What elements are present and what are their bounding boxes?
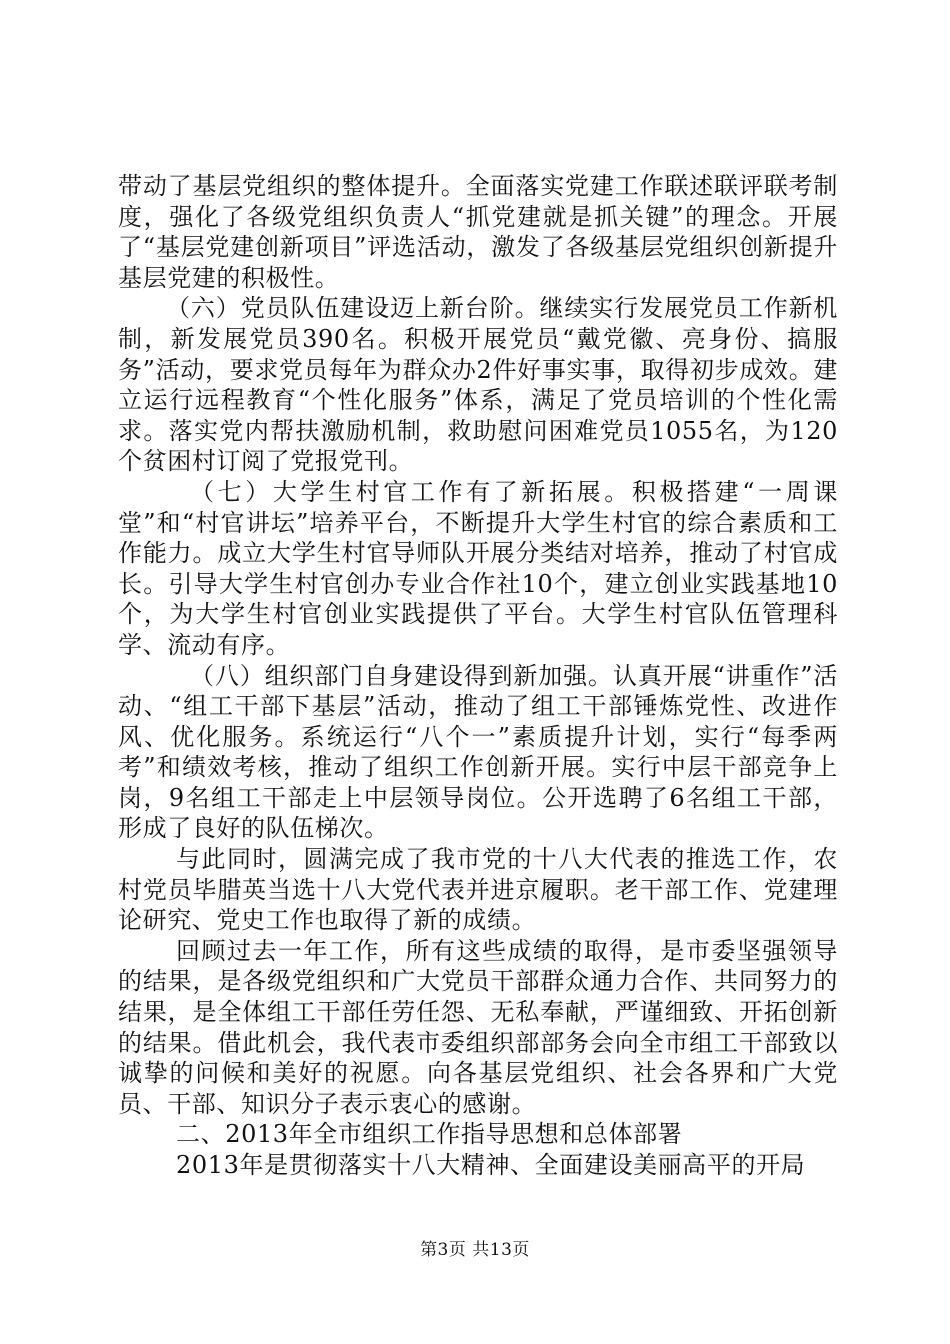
paragraph-section-6: （六）党员队伍建设迈上新台阶。继续实行发展党员工作新机制，新发展党员390名。积极开展党员“戴党徽、亮身份、搞服务”活动，要求党员每年为群众办2件好事实事，取得初步成效。建立运行远程教育“个性化服务”体系，满足了党员培训的个性化需求。落实党内帮扶激励机制，救助慰问困难党员1055名，为120个贫困村订阅了党报党刊。 (118, 294, 838, 476)
section-heading-2013: 二、2013年全市组织工作指导思想和总体部署 (176, 1120, 683, 1149)
paragraph-section-7: （七）大学生村官工作有了新拓展。积极搭建“一周课堂”和“村官讲坛”培养平台，不断提升大学生村官的综合素质和工作能力。成立大学生村官导师队开展分类结对培养，推动了村官成长。引导大学生村官创办专业合作社10个，建立创业实践基地10个，为大学生村官创业实践提供了平台。大学生村官队伍管理科学、流动有序。 (118, 477, 838, 659)
document-body (118, 171, 838, 1181)
page-number-footer: 第3页 共13页 (420, 1240, 530, 1260)
paragraph-continuation: 带动了基层党组织的整体提升。全面落实党建工作联述联评联考制度，强化了各级党组织负责人“抓党建就是抓关键”的理念。开展了“基层党建创新项目”评选活动，激发了各级基层党组织创新提升基层党建的积极性。 (118, 172, 838, 292)
paragraph-2013-intro: 2013年是贯彻落实十八大精神、全面建设美丽高平的开局 (176, 1151, 806, 1179)
paragraph-review: 回顾过去一年工作，所有这些成绩的取得，是市委坚强领导的结果，是各级党组织和广大党员干部群众通力合作、共同努力的结果，是全体组工干部任劳任怨、无私奉献，严谨细致、开拓创新的结果。借此机会，我代表市委组织部部务会向全市组工干部致以诚挚的问候和美好的祝愿。向各基层党组织、社会各界和广大党员、干部、知识分子表示衷心的感谢。 (118, 936, 838, 1118)
paragraph-section-8: （八）组织部门自身建设得到新加强。认真开展“讲重作”活动、“组工干部下基层”活动，推动了组工干部锤炼党性、改进作风、优化服务。系统运行“八个一”素质提升计划，实行“每季两考”和绩效考核，推动了组织工作创新开展。实行中层干部竞争上岗，9名组工干部走上中层领导岗位。公开选聘了6名组工干部，形成了良好的队伍梯次。 (118, 661, 838, 843)
paragraph-meanwhile: 与此同时，圆满完成了我市党的十八大代表的推选工作，农村党员毕腊英当选十八大党代表并进京履职。老干部工作、党建理论研究、党史工作也取得了新的成绩。 (118, 845, 838, 935)
